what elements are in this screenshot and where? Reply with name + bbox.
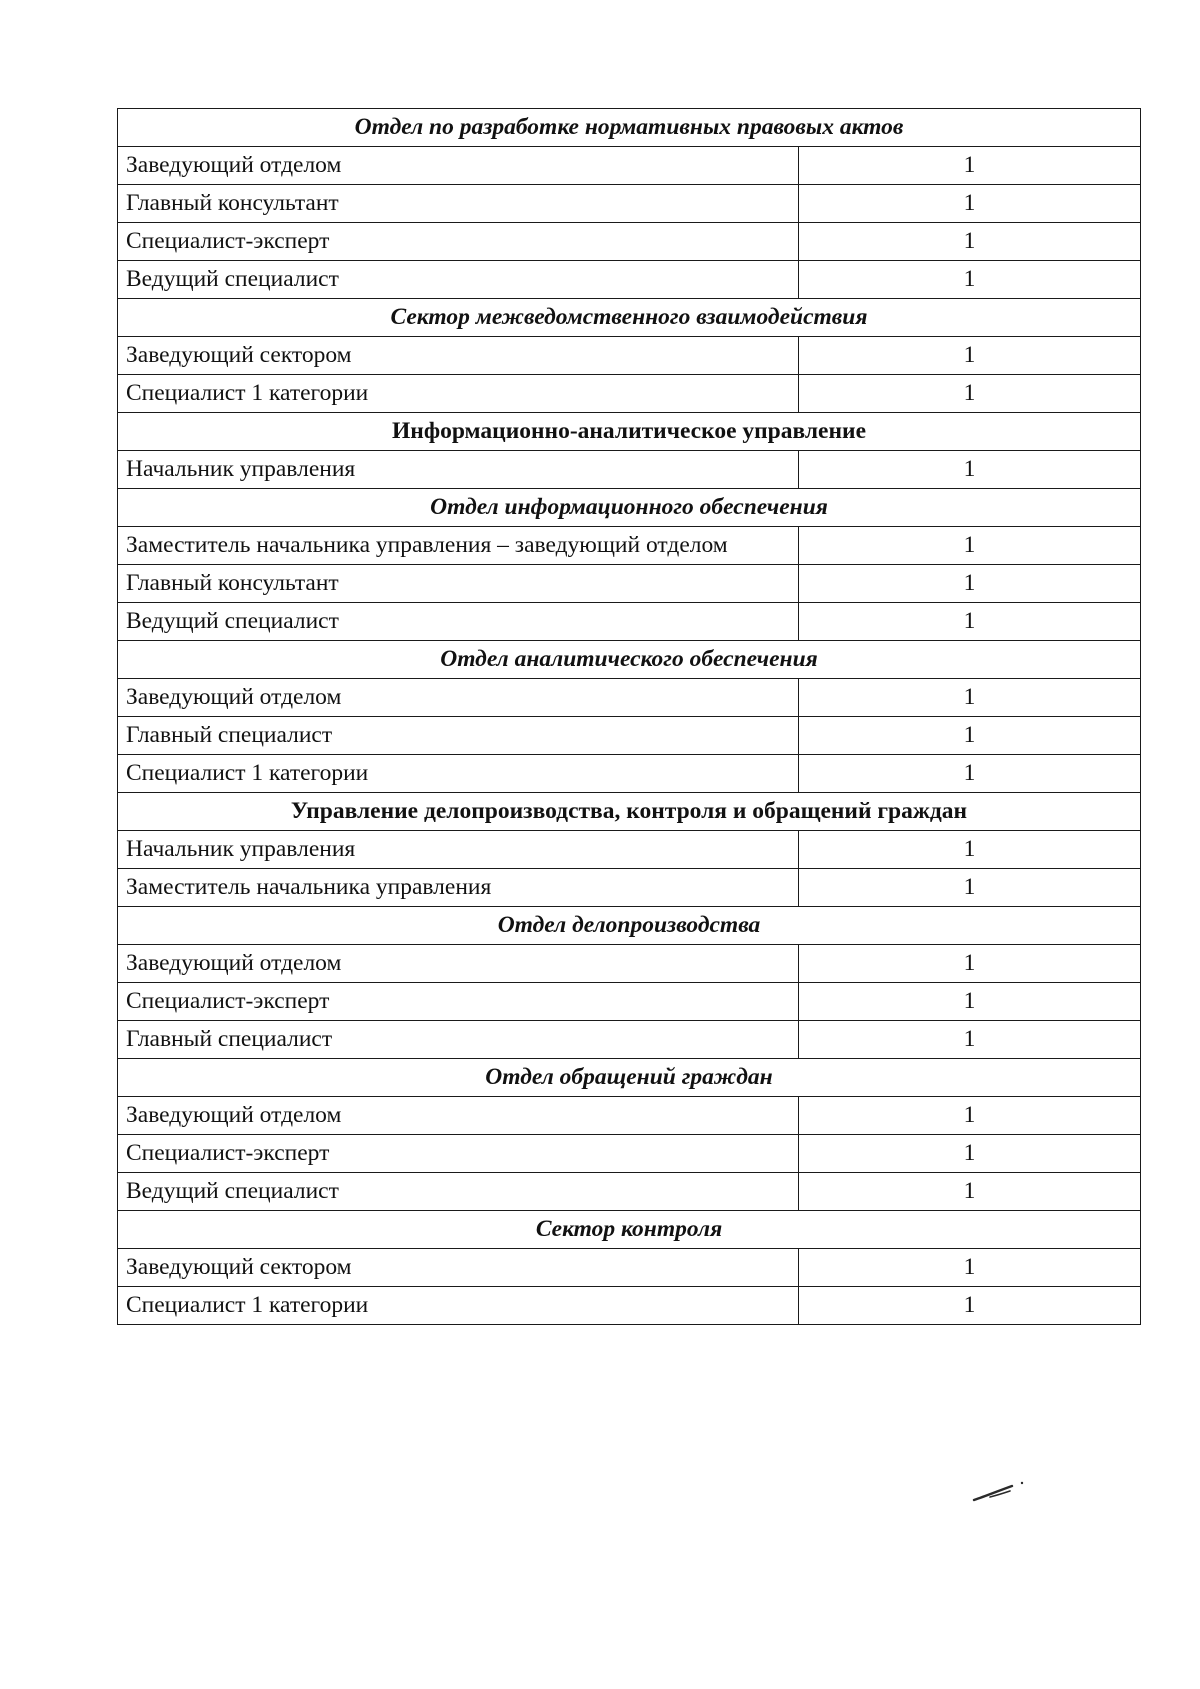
position-count: 1 <box>799 869 1141 907</box>
table-row <box>118 223 1141 261</box>
position-count: 1 <box>799 261 1141 299</box>
position-name: Специалист 1 категории <box>118 755 799 793</box>
signature-mark-icon <box>972 1480 1026 1504</box>
position-name: Главный консультант <box>118 185 799 223</box>
table-row <box>118 1021 1141 1059</box>
position-count: 1 <box>799 603 1141 641</box>
section-header-row <box>118 299 1141 337</box>
section-header-row <box>118 109 1141 147</box>
section-title: Отдел аналитического обеспечения <box>118 641 1141 679</box>
position-count: 1 <box>799 679 1141 717</box>
position-name: Главный специалист <box>118 717 799 755</box>
section-header-row <box>118 489 1141 527</box>
table-row <box>118 1287 1141 1325</box>
table-row <box>118 147 1141 185</box>
section-title: Отдел обращений граждан <box>118 1059 1141 1097</box>
table-row <box>118 565 1141 603</box>
table-row <box>118 679 1141 717</box>
position-count: 1 <box>799 223 1141 261</box>
section-title: Управление делопроизводства, контроля и обращений граждан <box>118 793 1141 831</box>
table-row <box>118 1097 1141 1135</box>
position-name: Специалист-эксперт <box>118 983 799 1021</box>
table-row <box>118 375 1141 413</box>
position-name: Главный специалист <box>118 1021 799 1059</box>
table-row <box>118 831 1141 869</box>
position-name: Начальник управления <box>118 831 799 869</box>
position-name: Ведущий специалист <box>118 261 799 299</box>
position-count: 1 <box>799 375 1141 413</box>
position-name: Заместитель начальника управления – заведующий отделом <box>118 527 799 565</box>
table-row <box>118 755 1141 793</box>
table-row <box>118 1249 1141 1287</box>
section-title: Отдел по разработке нормативных правовых актов <box>118 109 1141 147</box>
position-name: Специалист-эксперт <box>118 1135 799 1173</box>
table-row <box>118 527 1141 565</box>
position-name: Заведующий отделом <box>118 147 799 185</box>
position-count: 1 <box>799 185 1141 223</box>
staff-table <box>117 108 1141 1325</box>
section-header-row <box>118 641 1141 679</box>
section-title: Сектор межведомственного взаимодействия <box>118 299 1141 337</box>
section-title: Отдел делопроизводства <box>118 907 1141 945</box>
position-count: 1 <box>799 1021 1141 1059</box>
section-header-row <box>118 413 1141 451</box>
table-row <box>118 185 1141 223</box>
position-count: 1 <box>799 451 1141 489</box>
position-count: 1 <box>799 565 1141 603</box>
section-title: Информационно-аналитическое управление <box>118 413 1141 451</box>
position-count: 1 <box>799 147 1141 185</box>
position-name: Главный консультант <box>118 565 799 603</box>
section-title: Отдел информационного обеспечения <box>118 489 1141 527</box>
position-count: 1 <box>799 983 1141 1021</box>
position-count: 1 <box>799 945 1141 983</box>
table-row <box>118 869 1141 907</box>
position-name: Ведущий специалист <box>118 1173 799 1211</box>
position-name: Специалист 1 категории <box>118 375 799 413</box>
position-count: 1 <box>799 527 1141 565</box>
table-row <box>118 717 1141 755</box>
position-name: Начальник управления <box>118 451 799 489</box>
position-count: 1 <box>799 717 1141 755</box>
table-row <box>118 1173 1141 1211</box>
section-header-row <box>118 907 1141 945</box>
position-name: Заведующий отделом <box>118 1097 799 1135</box>
position-count: 1 <box>799 1173 1141 1211</box>
position-count: 1 <box>799 1097 1141 1135</box>
position-name: Специалист 1 категории <box>118 1287 799 1325</box>
table-row <box>118 983 1141 1021</box>
section-header-row <box>118 1211 1141 1249</box>
position-name: Заведующий сектором <box>118 337 799 375</box>
position-count: 1 <box>799 1249 1141 1287</box>
position-count: 1 <box>799 337 1141 375</box>
position-count: 1 <box>799 1135 1141 1173</box>
section-title: Сектор контроля <box>118 1211 1141 1249</box>
table-row <box>118 603 1141 641</box>
position-count: 1 <box>799 1287 1141 1325</box>
position-count: 1 <box>799 755 1141 793</box>
table-row <box>118 1135 1141 1173</box>
position-name: Заведующий отделом <box>118 945 799 983</box>
table-row <box>118 945 1141 983</box>
position-name: Заведующий сектором <box>118 1249 799 1287</box>
staff-table-body <box>118 109 1141 1325</box>
position-name: Заведующий отделом <box>118 679 799 717</box>
table-row <box>118 261 1141 299</box>
position-name: Ведущий специалист <box>118 603 799 641</box>
section-header-row <box>118 793 1141 831</box>
position-name: Специалист-эксперт <box>118 223 799 261</box>
table-row <box>118 337 1141 375</box>
position-name: Заместитель начальника управления <box>118 869 799 907</box>
table-row <box>118 451 1141 489</box>
section-header-row <box>118 1059 1141 1097</box>
position-count: 1 <box>799 831 1141 869</box>
